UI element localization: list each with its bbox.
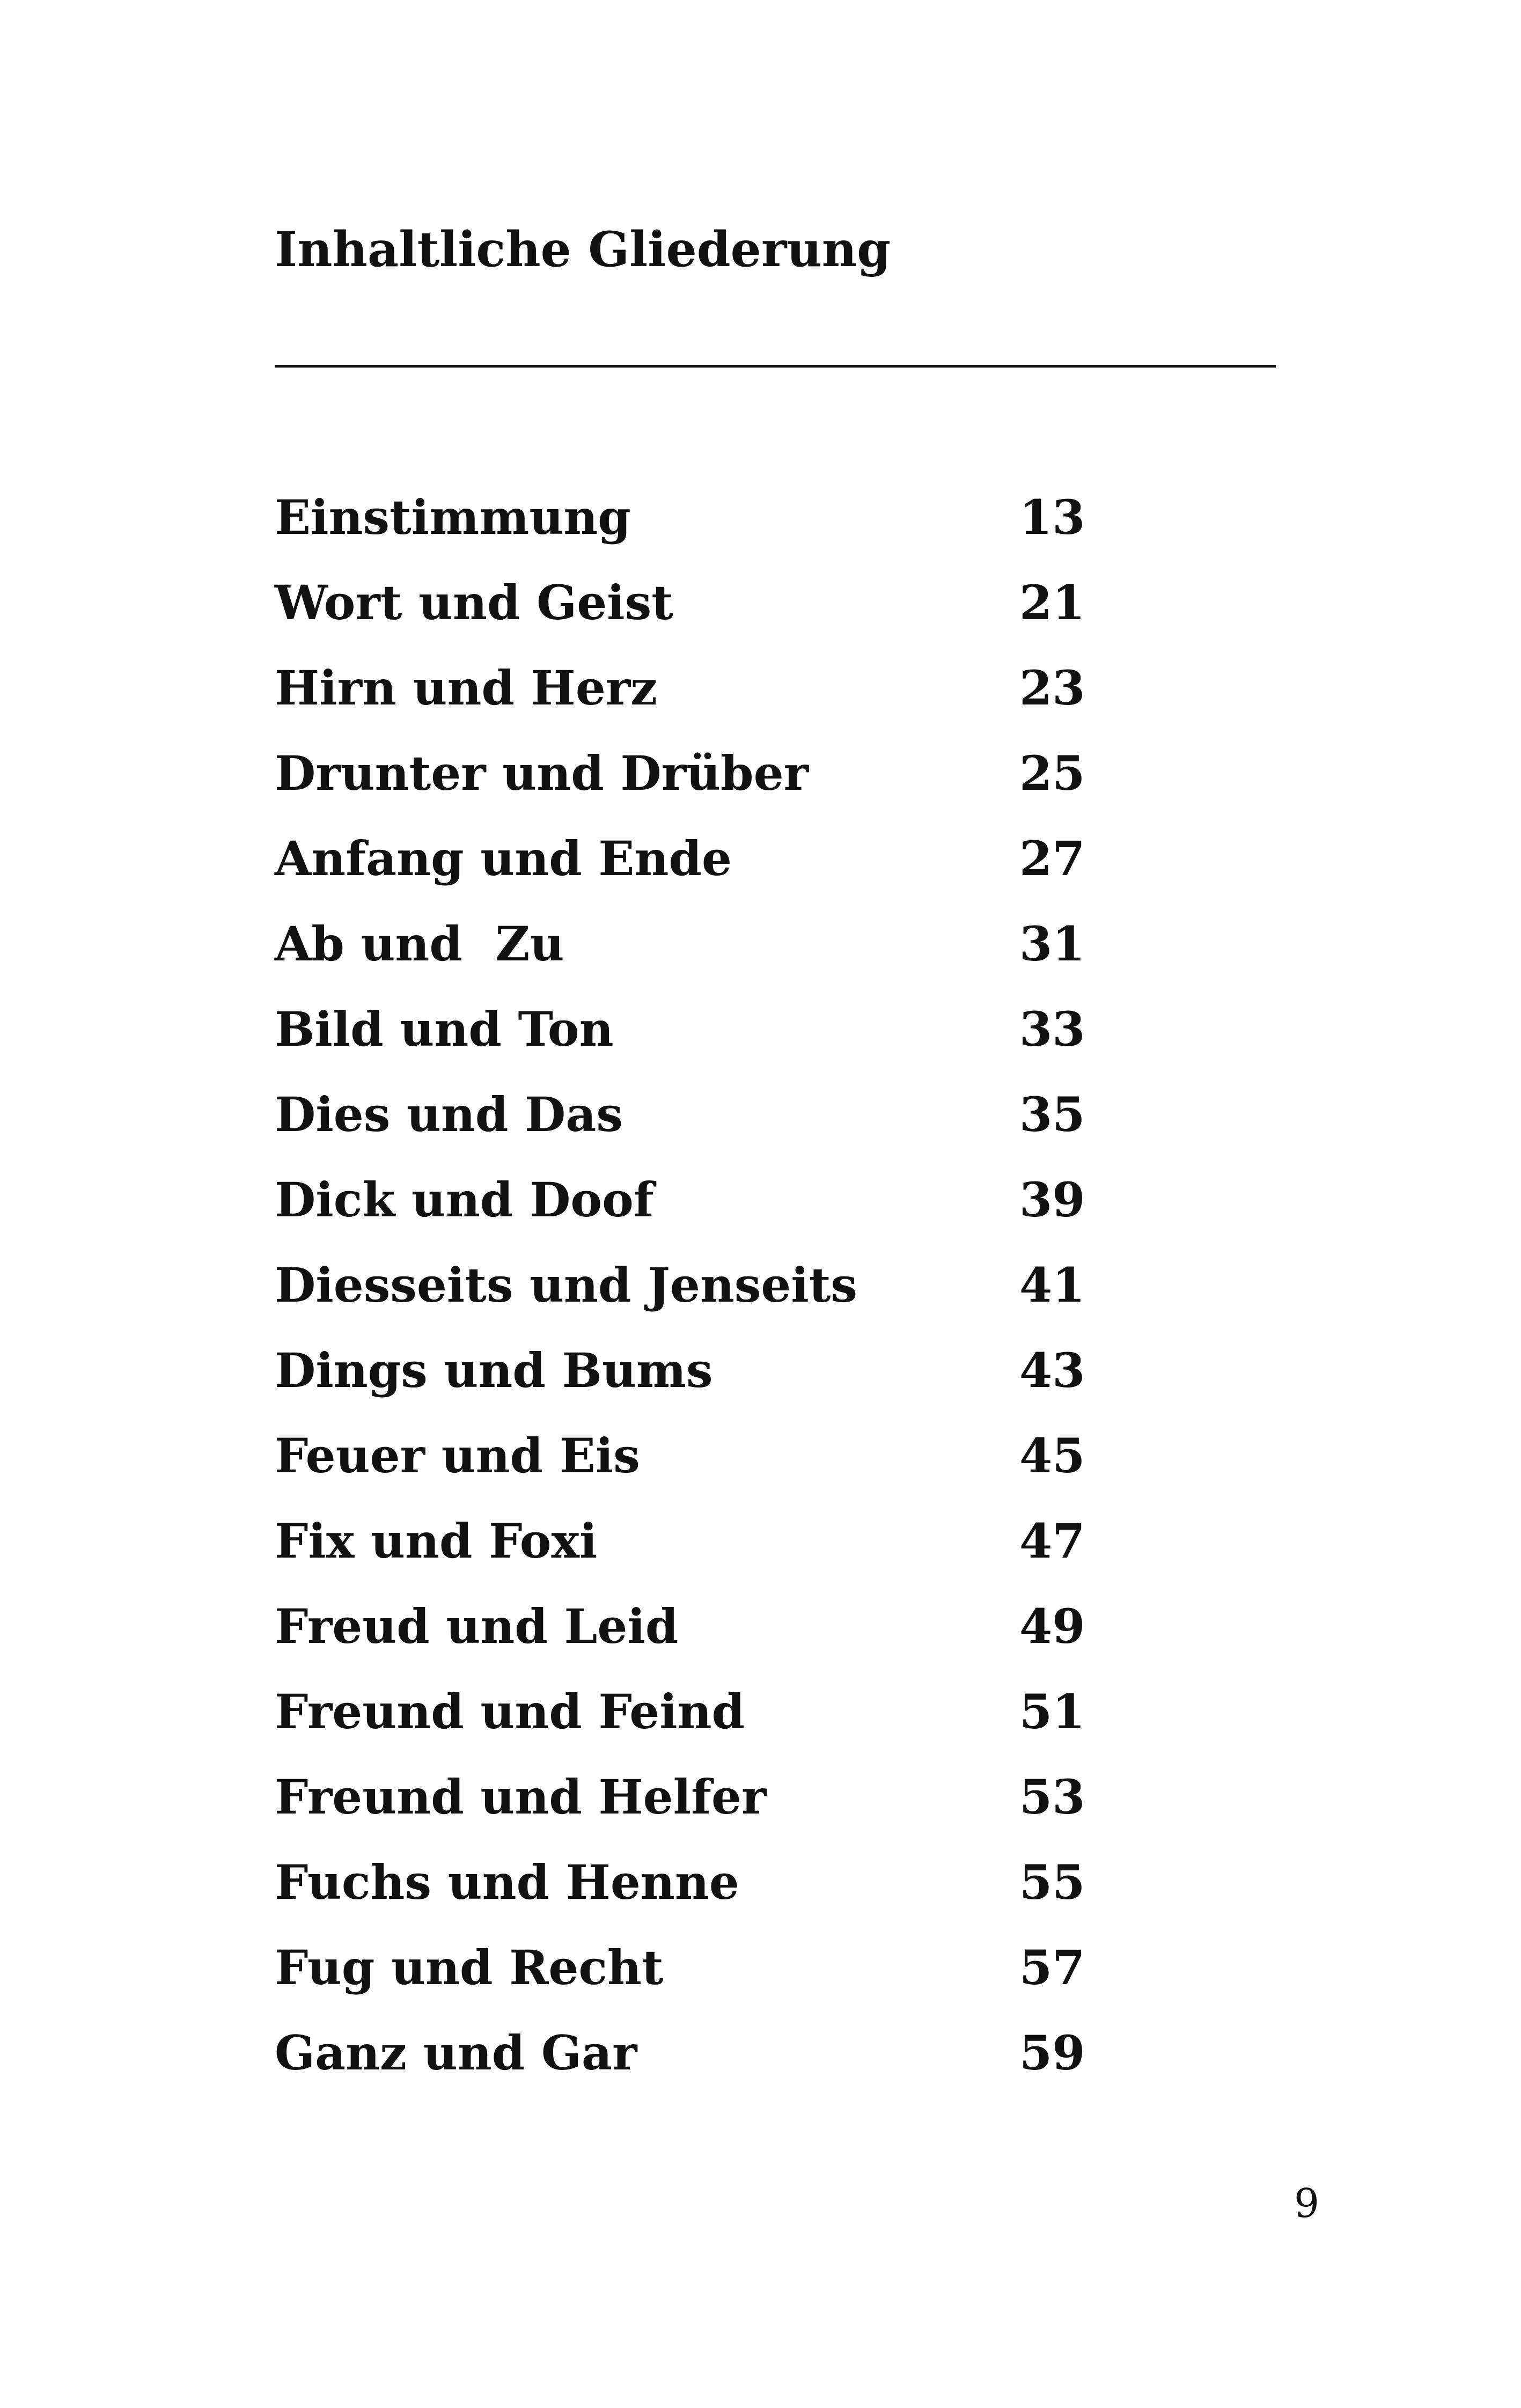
toc-entry-page: 13: [1019, 489, 1085, 545]
toc-entry-title: Freund und Helfer: [275, 1769, 767, 1825]
toc-entry-title: Freund und Feind: [275, 1684, 745, 1739]
toc-entry: [275, 1428, 1133, 1517]
toc-entry-title: Wort und Geist: [275, 575, 673, 630]
toc-entry: [275, 916, 1133, 1005]
table-of-contents: [275, 489, 1133, 2115]
toc-entry-page: 33: [1019, 1001, 1085, 1057]
toc-entry: [275, 1001, 1133, 1091]
toc-entry: [275, 1684, 1133, 1773]
toc-entry-title: Fuchs und Henne: [275, 1854, 739, 1910]
toc-entry-page: 25: [1019, 745, 1085, 801]
toc-entry-title: Dies und Das: [275, 1086, 623, 1142]
toc-entry-page: 45: [1019, 1428, 1085, 1484]
toc-entry: [275, 1172, 1133, 1261]
toc-entry: [275, 575, 1133, 664]
toc-entry: [275, 1940, 1133, 2029]
toc-entry: [275, 1598, 1133, 1688]
toc-entry: [275, 489, 1133, 579]
toc-entry-page: 55: [1019, 1854, 1085, 1910]
toc-entry: [275, 1769, 1133, 1859]
page-title: Inhaltliche Gliederung: [275, 221, 891, 278]
toc-entry: [275, 831, 1133, 920]
toc-entry: [275, 660, 1133, 750]
toc-entry: [275, 1854, 1133, 1944]
toc-entry-page: 35: [1019, 1086, 1085, 1142]
toc-entry-title: Fix und Foxi: [275, 1513, 598, 1569]
toc-entry-page: 51: [1019, 1684, 1085, 1739]
toc-entry: [275, 1257, 1133, 1347]
toc-entry: [275, 1086, 1133, 1176]
toc-entry-page: 47: [1019, 1513, 1085, 1569]
toc-entry-page: 41: [1019, 1257, 1085, 1313]
toc-entry-page: 39: [1019, 1172, 1085, 1228]
toc-entry-title: Hirn und Herz: [275, 660, 658, 716]
toc-entry: [275, 1342, 1133, 1432]
toc-entry-page: 59: [1019, 2025, 1085, 2081]
toc-entry-page: 57: [1019, 1940, 1085, 1995]
toc-entry-title: Ganz und Gar: [275, 2025, 637, 2081]
toc-entry-page: 49: [1019, 1598, 1085, 1654]
toc-entry-page: 27: [1019, 831, 1085, 886]
toc-entry-title: Anfang und Ende: [275, 831, 732, 886]
toc-entry: [275, 2025, 1133, 2115]
toc-entry-title: Diesseits und Jenseits: [275, 1257, 857, 1313]
toc-entry-title: Dick und Doof: [275, 1172, 654, 1228]
toc-entry-page: 21: [1019, 575, 1085, 630]
toc-entry-title: Fug und Recht: [275, 1940, 664, 1995]
toc-entry-title: Ab und Zu: [275, 916, 564, 972]
toc-entry-page: 31: [1019, 916, 1085, 972]
toc-entry-title: Freud und Leid: [275, 1598, 679, 1654]
page-number: 9: [1294, 2181, 1320, 2227]
title-divider: [275, 365, 1276, 368]
toc-entry-title: Drunter und Drüber: [275, 745, 809, 801]
toc-entry-page: 53: [1019, 1769, 1085, 1825]
toc-entry-page: 23: [1019, 660, 1085, 716]
toc-entry: [275, 745, 1133, 835]
toc-entry-page: 43: [1019, 1342, 1085, 1398]
toc-entry-title: Feuer und Eis: [275, 1428, 640, 1484]
toc-entry-title: Einstimmung: [275, 489, 631, 545]
toc-entry: [275, 1513, 1133, 1603]
toc-entry-title: Bild und Ton: [275, 1001, 614, 1057]
toc-entry-title: Dings und Bums: [275, 1342, 713, 1398]
